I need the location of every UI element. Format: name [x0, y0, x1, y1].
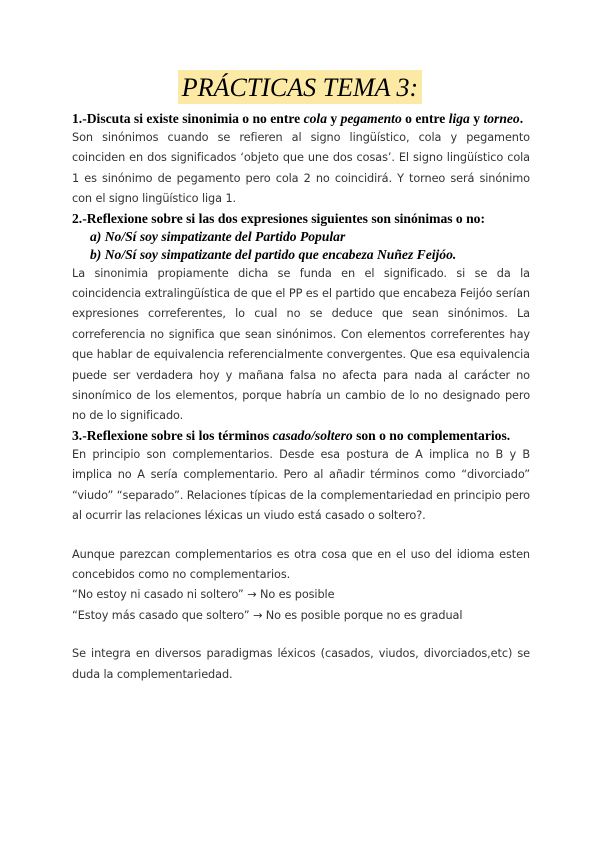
- question-2: 2.-Reflexione sobre si las dos expresiones siguientes son sinónimas o no:: [72, 210, 486, 226]
- answer-3-conclusion: Se integra en diversos paradigmas léxicos (casados, viudos, divorciados,etc) se duda la complementariedad.: [72, 647, 530, 681]
- question-1-text: y: [469, 111, 484, 126]
- question-1-term-pegamento: pegamento: [340, 111, 402, 126]
- question-3: [72, 427, 530, 445]
- answer-1: Son sinónimos cuando se refieren al signo lingüístico, cola y pegamento coinciden en dos significados ‘objeto que une dos cosas’. El signo lingüístico cola 1 es sinónimo de pegamento pero cola 2 no coincidirá. Y torneo será sinónimo con el signo lingüístico liga 1.: [72, 131, 530, 206]
- question-3-text: 3.-Reflexione sobre si los términos: [72, 427, 273, 443]
- question-1-term-liga: liga: [448, 111, 470, 126]
- document-body: [72, 110, 530, 685]
- question-1-term-cola: cola: [303, 111, 327, 126]
- example-1: “No estoy ni casado ni soltero” → No es posible: [72, 588, 335, 602]
- question-1-term-torneo: torneo: [483, 111, 520, 126]
- title-block: [0, 70, 600, 104]
- answer-3: En principio son complementarios. Desde esa postura de A implica no B y B implica no A sería complementario. Pero al añadir términos como “divorciado” “viudo” “separado”. Relaciones típicas de la complementariedad en principio pero al ocurrir las relaciones léxicas un viudo está casado o soltero?.: [72, 447, 530, 523]
- question-2-options: [72, 228, 530, 264]
- answer-3-continued: Aunque parezcan complementarios es otra cosa que en el uso del idioma esten concebidos como no complementarios.: [72, 547, 530, 581]
- question-3-term: casado/soltero: [272, 427, 353, 443]
- spacer: [72, 626, 530, 644]
- option-a: a) No/Sí soy simpatizante del Partido Popular: [90, 228, 346, 244]
- question-1-text: .: [519, 111, 524, 126]
- question-1-text: o entre: [401, 111, 449, 126]
- question-1: [72, 110, 530, 128]
- page-title: PRÁCTICAS TEMA 3:: [178, 70, 422, 104]
- answer-2: La sinonimia propiamente dicha se funda en el significado. si se da la coincidencia extralingüística de que el PP es el partido que encabeza Feijóo serían expresiones correferentes, lo cual no se deduce que sean sinónimos. La correferencia no significa que sean sinónimos. Con elementos correferentes hay que hablar de equivalencia referencialmente convergentes. Que esa equivalencia puede ser verdadera hoy y mañana falsa no afecta para nada al carácter no sinonímico de los elementos, porque habría un cambio de lo no designado pero no de lo significado.: [72, 266, 530, 423]
- example-2: “Estoy más casado que soltero” → No es posible porque no es gradual: [72, 608, 463, 622]
- option-b: b) No/Sí soy simpatizante del partido que encabeza Nuñez Feijóo.: [90, 246, 457, 262]
- spacer: [72, 527, 530, 545]
- question-3-text: son o no complementarios.: [352, 427, 511, 443]
- question-1-text: 1.-Discuta si existe sinonimia o no entre: [72, 111, 304, 126]
- question-1-text: y: [327, 111, 341, 126]
